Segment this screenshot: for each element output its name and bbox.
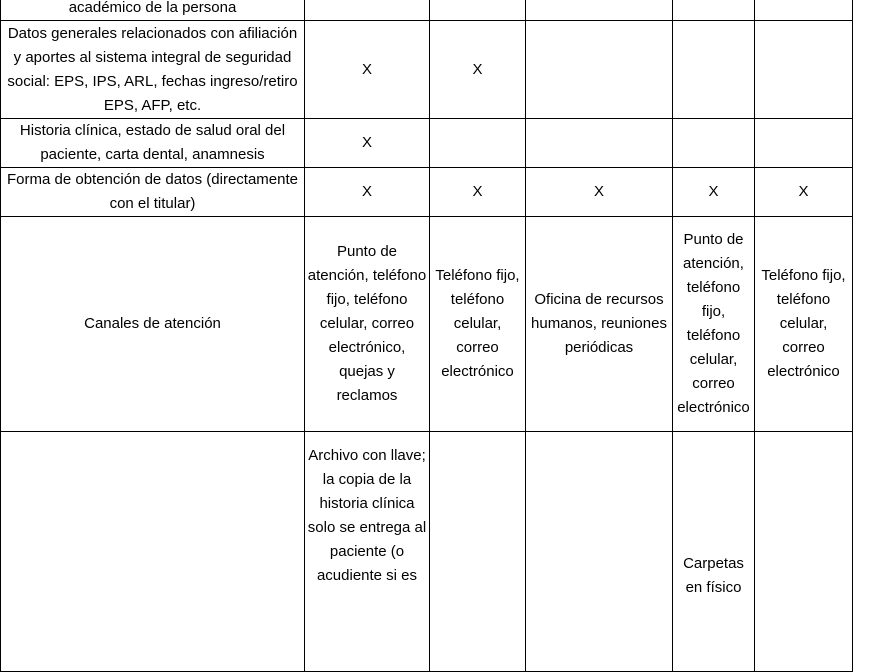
table-cell: X bbox=[526, 168, 673, 217]
table-cell: X bbox=[305, 21, 430, 119]
row-label: Forma de obtención de datos (directamente con el titular) bbox=[1, 168, 305, 217]
table-cell bbox=[430, 119, 526, 168]
table-cell: Punto de atención, teléfono fijo, teléfono celular, correo electrónico bbox=[673, 217, 755, 432]
table-cell: Oficina de recursos humanos, reuniones periódicas bbox=[526, 217, 673, 432]
table-row bbox=[1, 168, 853, 217]
table-cell bbox=[673, 0, 755, 21]
table-cell: X bbox=[305, 119, 430, 168]
row-label: Datos generales relacionados con afiliación y aportes al sistema integral de seguridad social: EPS, IPS, ARL, fechas ingreso/retiro EPS, AFP, etc. bbox=[1, 21, 305, 119]
table-cell bbox=[755, 0, 853, 21]
row-label: académico de la persona bbox=[1, 0, 305, 21]
table-row bbox=[1, 217, 853, 432]
table-cell bbox=[430, 432, 526, 672]
table-cell: X bbox=[673, 168, 755, 217]
table-cell bbox=[526, 0, 673, 21]
row-label bbox=[1, 432, 305, 672]
table-cell: X bbox=[430, 21, 526, 119]
row-label: Canales de atención bbox=[1, 217, 305, 432]
table-cell: Punto de atención, teléfono fijo, teléfono celular, correo electrónico, quejas y reclamos bbox=[305, 217, 430, 432]
table-cell: X bbox=[305, 168, 430, 217]
table-cell bbox=[526, 119, 673, 168]
table-row bbox=[1, 21, 853, 119]
table-cell bbox=[755, 21, 853, 119]
table-cell bbox=[755, 119, 853, 168]
table-cell bbox=[430, 0, 526, 21]
table-row bbox=[1, 119, 853, 168]
table-cell: X bbox=[755, 168, 853, 217]
table-cell: X bbox=[430, 168, 526, 217]
table-cell: Carpetas en físico bbox=[673, 432, 755, 672]
table-row bbox=[1, 432, 853, 672]
table-row bbox=[1, 0, 853, 21]
row-label: Historia clínica, estado de salud oral del paciente, carta dental, anamnesis bbox=[1, 119, 305, 168]
table-cell bbox=[673, 119, 755, 168]
table-cell: Archivo con llave; la copia de la historia clínica solo se entrega al paciente (o acudiente si es bbox=[305, 432, 430, 672]
table-cell: Teléfono fijo, teléfono celular, correo electrónico bbox=[430, 217, 526, 432]
table-cell bbox=[305, 0, 430, 21]
table-cell bbox=[526, 432, 673, 672]
table-cell: Teléfono fijo, teléfono celular, correo electrónico bbox=[755, 217, 853, 432]
table-cell bbox=[673, 21, 755, 119]
table-cell bbox=[526, 21, 673, 119]
table-cell bbox=[755, 432, 853, 672]
